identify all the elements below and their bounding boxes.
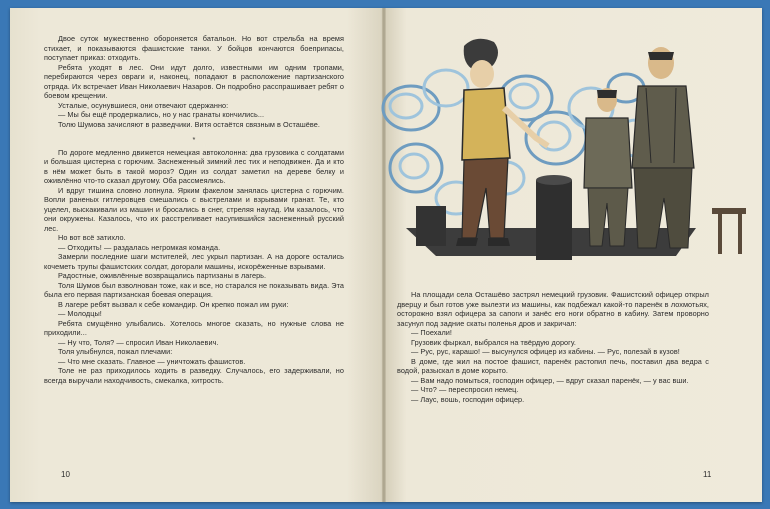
paragraph: — Что? — переспросил немец. — [411, 385, 519, 394]
paragraph: Двое суток мужественно обороняется батальон. Но вот стрельба на время стихает, и показываются фашистские танки. У бойцов кончаются боеприпасы, поступает приказ: отходить. — [44, 34, 344, 62]
page-number-right: 11 — [703, 470, 712, 479]
right-page-text — [397, 290, 709, 404]
officer-figure — [632, 47, 694, 248]
paragraph: — Что мне сказать. Главное — уничтожать фашистов. — [58, 356, 246, 366]
paragraph: Толя Шумов был взволнован тоже, как и все, но старался не показывать вида. Эта была его первая партизанская боевая операция. — [44, 280, 344, 299]
table-figure — [712, 208, 746, 254]
paragraph: Ребята смущённо улыбались. Хотелось многое сказать, но нужные слова не приходили... — [44, 318, 344, 337]
paragraph: — Лаус, вошь, господин офицер. — [411, 394, 525, 404]
paragraph: На площади села Осташёво застрял немецкий грузовик. Фашистский офицер открыл дверцу и был готов уже вылезти из машины, как подбежал какой-то паренёк в лохмотьях, осторожно взял офицера за сапоги и занёс его ноги обратно в кабину. Затем проворно засунул под задние скаты поленья дров и закричал: — [397, 290, 709, 328]
paragraph: Толю Шумова зачисляют в разведчики. Витя остаётся связным в Осташёве. — [58, 119, 320, 129]
boy-figure — [456, 39, 548, 246]
paragraph: — Мы бы ещё продержались, но у нас гранаты кончились... — [58, 110, 265, 119]
paragraph: В лагере ребят вызвал к себе командир. Он крепко пожал им руки: — [58, 299, 289, 309]
paragraph: Радостные, оживлённые возвращались партизаны в лагерь. — [58, 271, 267, 280]
paragraph: Замерли последние шаги мстителей, лес укрыл партизан. А на дороге остались кочеметь трупы фашистских солдат, догорали машины, искорёженные взрывами. — [44, 252, 344, 271]
paragraph: Толе не раз приходилось ходить в разведку. Случалось, его задерживали, но всегда выручали находчивость, смекалка, хитрость. — [44, 366, 344, 385]
paragraph: Ребята уходят в лес. Они идут долго, известными им одним тропами, перебираются через овраги и, наконец, попадают в расположение партизанского отряда. Их встречает Иван Николаевич Назаров. Он подробно расспрашивает ребят о боевом крещении. — [44, 62, 344, 100]
paragraph: — Вам надо помыться, господин офицер, — вдруг сказал паренёк, — у вас вши. — [411, 375, 689, 385]
bucket — [536, 180, 572, 260]
bucket — [416, 206, 446, 246]
paragraph: Усталые, осунувшиеся, они отвечают сдержанно: — [58, 100, 229, 110]
paragraph: — Поехали! — [411, 328, 453, 337]
paragraph: По дороге медленно движется немецкая автоколонна: два грузовика с солдатами и большая цистерна с горючим. Заснеженный зимний лес тих и неподвижен. Да и кто в нём может быть в такой мороз? Один из солдат заметил на дереве белку и оживлённо что-то сказал другому. Оба рассмеялись. — [44, 147, 344, 185]
paragraph: Грузовик фыркал, выбрался на твёрдую дорогу. — [411, 337, 576, 347]
page-number-left: 10 — [61, 470, 70, 479]
section-separator: * — [192, 135, 196, 144]
paragraph: — Молодцы! — [58, 309, 102, 318]
paragraph: Но вот всё затихло. — [58, 233, 126, 242]
paragraph: — Рус, рус, карашо! — высунулся офицер из кабины. — Рус, полезай в кузов! — [411, 347, 680, 356]
soldier-figure — [584, 88, 632, 246]
paragraph: — Ну что, Толя? — спросил Иван Николаевич. — [58, 337, 219, 347]
left-page-text — [44, 34, 344, 385]
illustration — [376, 28, 746, 278]
paragraph: — Отходить! — раздалась негромкая команда. — [58, 242, 221, 252]
paragraph: Толя улыбнулся, пожал плечами: — [58, 347, 173, 356]
paragraph: В доме, где жил на постое фашист, паренёк растопил печь, поставил два ведра с водой, разыскал в доме корыто. — [397, 356, 709, 375]
paragraph: И вдруг тишина словно лопнула. Ярким факелом занялась цистерна с горючим. Вопли раненых гитлеровцев смешались с выстрелами и взрывами гранат. Те, кто уцелел, выскакивали из машин и бросались в снег, стреляя наугад. Им казалось, что они окружены. Казалось, что их расстреливает насупившийся заснеженный русский лес. — [44, 185, 344, 233]
